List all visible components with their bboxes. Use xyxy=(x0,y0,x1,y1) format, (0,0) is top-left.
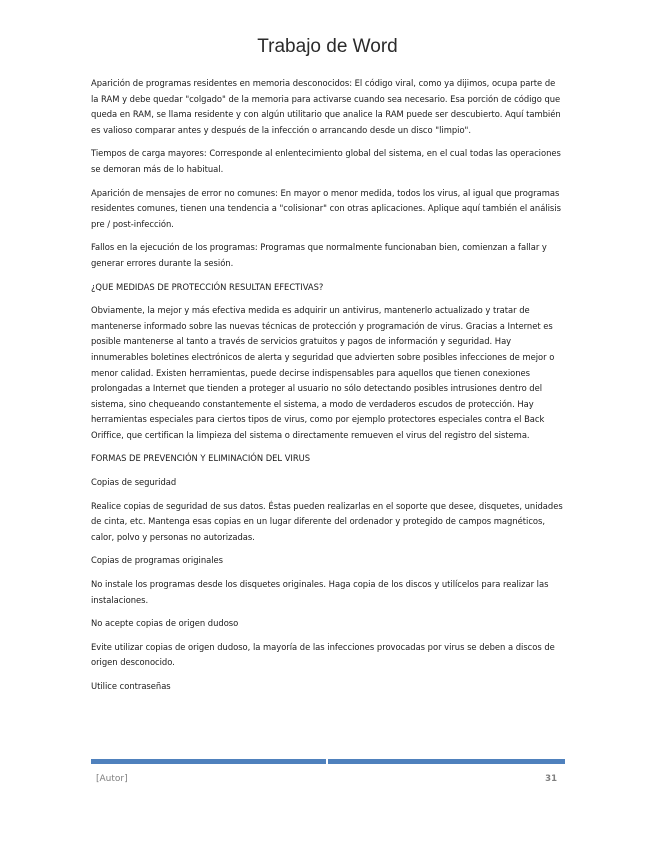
paragraph: Evite utilizar copias de origen dudoso, la mayoría de las infecciones provocadas por virus se deben a discos de origen desconocido. xyxy=(91,641,555,668)
footer-rule-separator xyxy=(326,759,328,764)
subheading: No acepte copias de origen dudoso xyxy=(91,618,239,629)
page-title: Trabajo de Word xyxy=(257,36,398,57)
subheading: Copias de seguridad xyxy=(91,477,177,488)
paragraph: Realice copias de seguridad de sus datos. Éstas pueden realizarlas en el soporte que desee, disquetes, unidades de cinta, etc. Mantenga esas copias en un lugar diferente del ordenador y protegido de campos magnéticos, calor, polvo y personas no autorizadas. xyxy=(91,500,563,542)
subheading: Utilice contraseñas xyxy=(91,681,171,691)
footer-rule xyxy=(91,759,565,764)
section-heading: FORMAS DE PREVENCIÓN Y ELIMINACIÓN DEL VIRUS xyxy=(91,453,311,464)
paragraph: Tiempos de carga mayores: Corresponde al enlentecimiento global del sistema, en el cual todas las operaciones se demoran más de lo habitual. xyxy=(91,148,561,174)
paragraph: No instale los programas desde los disquetes originales. Haga copia de los discos y utilícelos para realizar las instalaciones. xyxy=(91,579,549,605)
subheading: Copias de programas originales xyxy=(91,555,224,566)
paragraph: Fallos en la ejecución de los programas: Programas que normalmente funcionaban bien, comienzan a fallar y generar errores durante la sesión. xyxy=(91,242,547,268)
page-number: 31 xyxy=(545,774,557,784)
paragraph: Aparición de mensajes de error no comunes: En mayor o menor medida, todos los virus, al igual que programas residentes comunes, tienen una tendencia a "colisionar" con otras aplicaciones. Aplique aquí también el análisis pre / post-infección. xyxy=(91,187,561,229)
paragraph: Aparición de programas residentes en memoria desconocidos: El código viral, como ya dijimos, ocupa parte de la RAM y debe quedar "colgado" de la memoria para activarse cuando sea necesario. Esa porción de código que queda en RAM, se llama residente y con algún utilitario que analice la RAM puede ser descubierto. Aquí también es valioso comparar antes y después de la infección o arrancando desde un disco "limpio". xyxy=(91,78,561,135)
section-heading: ¿QUE MEDIDAS DE PROTECCIÓN RESULTAN EFECTIVAS? xyxy=(91,281,324,292)
footer-author: [Autor] xyxy=(96,774,128,784)
document-body xyxy=(91,76,565,703)
paragraph: Obviamente, la mejor y más efectiva medida es adquirir un antivirus, mantenerlo actualizado y tratar de mantenerse informado sobre las nuevas técnicas de protección y programación de virus. Gracias a Internet es posible mantenerse al tanto a través de servicios gratuitos y pagos de información y seguridad. Hay innumerables boletines electrónicos de alerta y seguridad que advierten sobre posibles infecciones de mejor o menor calidad. Existen herramientas, puede decirse indispensables para aquellos que tienen conexiones prolongadas a Internet que tienden a proteger al usuario no sólo detectando posibles intrusiones dentro del sistema, sino chequeando constantemente el sistema, a modo de verdaderos escudos de protección. Hay herramientas especiales para ciertos tipos de virus, como por ejemplo protectores especiales contra el Back Oriffice, que certifican la limpieza del sistema o directamente remueven el virus del registro del sistema. xyxy=(91,305,555,440)
